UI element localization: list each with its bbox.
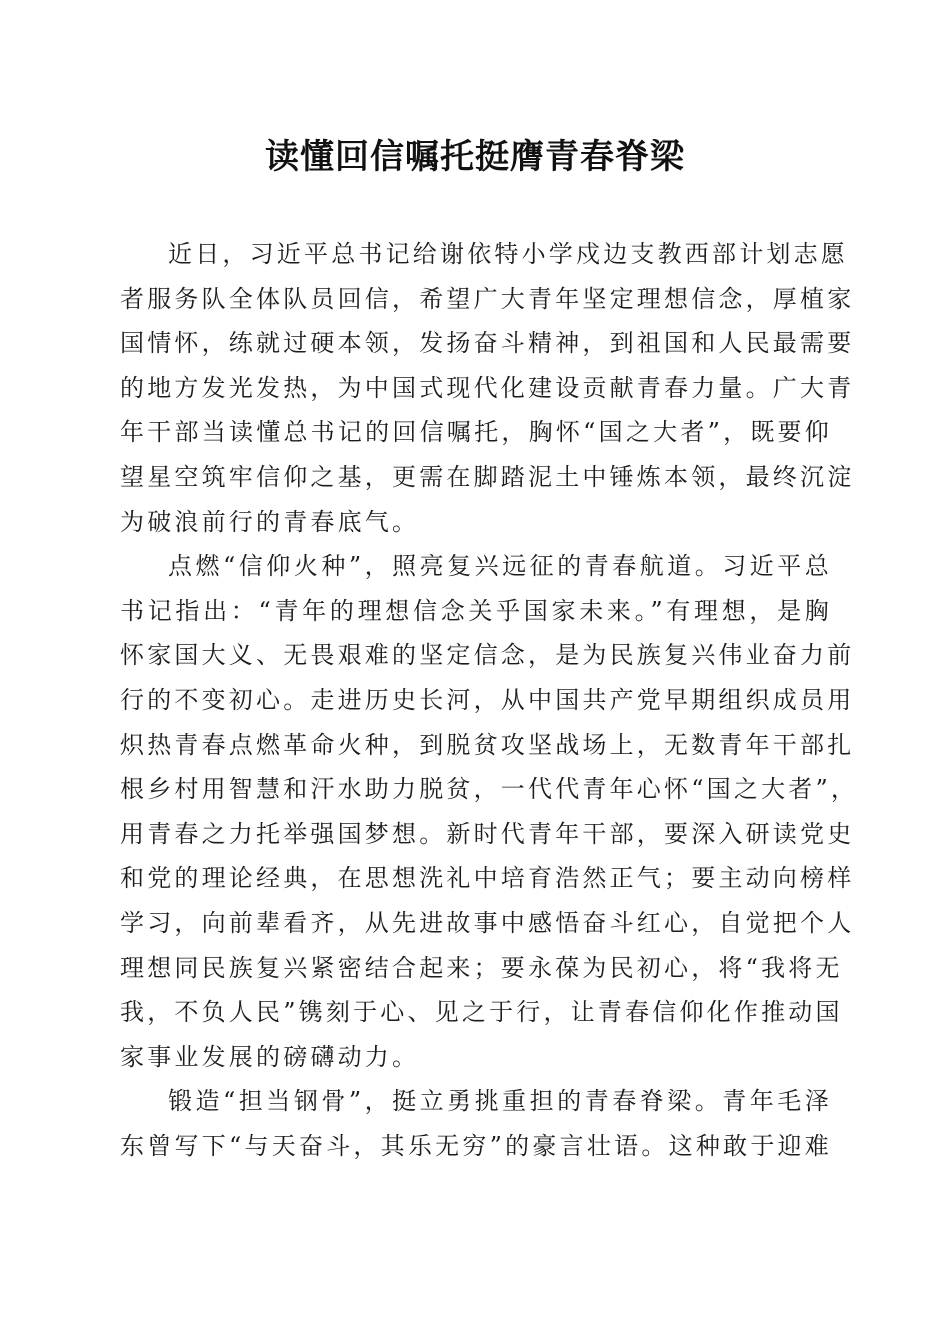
- text-line: 锻造“担当钢骨”，挺立勇挑重担的青春脊梁。青年毛泽: [168, 1087, 832, 1116]
- text-line: 学习，向前辈看齐，从先进故事中感悟奋斗红心，自觉把个人: [120, 908, 855, 937]
- paragraph: [120, 1079, 832, 1168]
- text-line: 我，不负人民”镌刻于心、见之于行，让青春信仰化作推动国: [120, 998, 843, 1027]
- text-line: 炽热青春点燃革命火种，到脱贫攻坚战场上，无数青年干部扎: [120, 730, 855, 759]
- paragraph: [120, 544, 859, 1079]
- text-line: 根乡村用智慧和汗水助力脱贫，一代代青年心怀“国之大者”，: [120, 775, 859, 804]
- text-line: 理想同民族复兴紧密结合起来；要永葆为民初心，将“我将无: [120, 953, 843, 982]
- text-line: 点燃“信仰火种”，照亮复兴远征的青春航道。习近平总: [168, 552, 832, 581]
- text-line: 和党的理论经典，在思想洗礼中培育浩然正气；要主动向榜样: [120, 864, 855, 893]
- text-line: 用青春之力托举强国梦想。新时代青年干部，要深入研读党史: [120, 819, 855, 848]
- text-line: 东曾写下“与天奋斗，其乐无穷”的豪言壮语。这种敢于迎难: [120, 1131, 832, 1160]
- document-title: 读懂回信嘱托挺膺青春脊梁: [265, 137, 685, 177]
- text-line: 行的不变初心。走进历史长河，从中国共产党早期组织成员用: [120, 685, 855, 714]
- text-line: 近日，习近平总书记给谢依特小学戍边支教西部计划志愿: [168, 240, 848, 268]
- document-body: [120, 232, 859, 1168]
- text-line: 国情怀，练就过硬本领，发扬奋斗精神，到祖国和人民最需要: [120, 329, 855, 358]
- text-line: 年干部当读懂总书记的回信嘱托，胸怀“国之大者”，既要仰: [120, 418, 832, 447]
- text-line: 家事业发展的磅礴动力。: [120, 1042, 420, 1071]
- text-line: 为破浪前行的青春底气。: [120, 507, 420, 536]
- text-line: 的地方发光发热，为中国式现代化建设贡献青春力量。广大青: [120, 373, 855, 402]
- text-line: 怀家国大义、无畏艰难的坚定信念，是为民族复兴伟业奋力前: [120, 641, 855, 670]
- text-line: 者服务队全体队员回信，希望广大青年坚定理想信念，厚植家: [120, 284, 855, 313]
- paragraph: [120, 232, 855, 544]
- text-line: 望星空筑牢信仰之基，更需在脚踏泥土中锤炼本领，最终沉淀: [120, 462, 855, 491]
- text-line: 书记指出：“青年的理想信念关乎国家未来。”有理想，是胸: [120, 596, 832, 625]
